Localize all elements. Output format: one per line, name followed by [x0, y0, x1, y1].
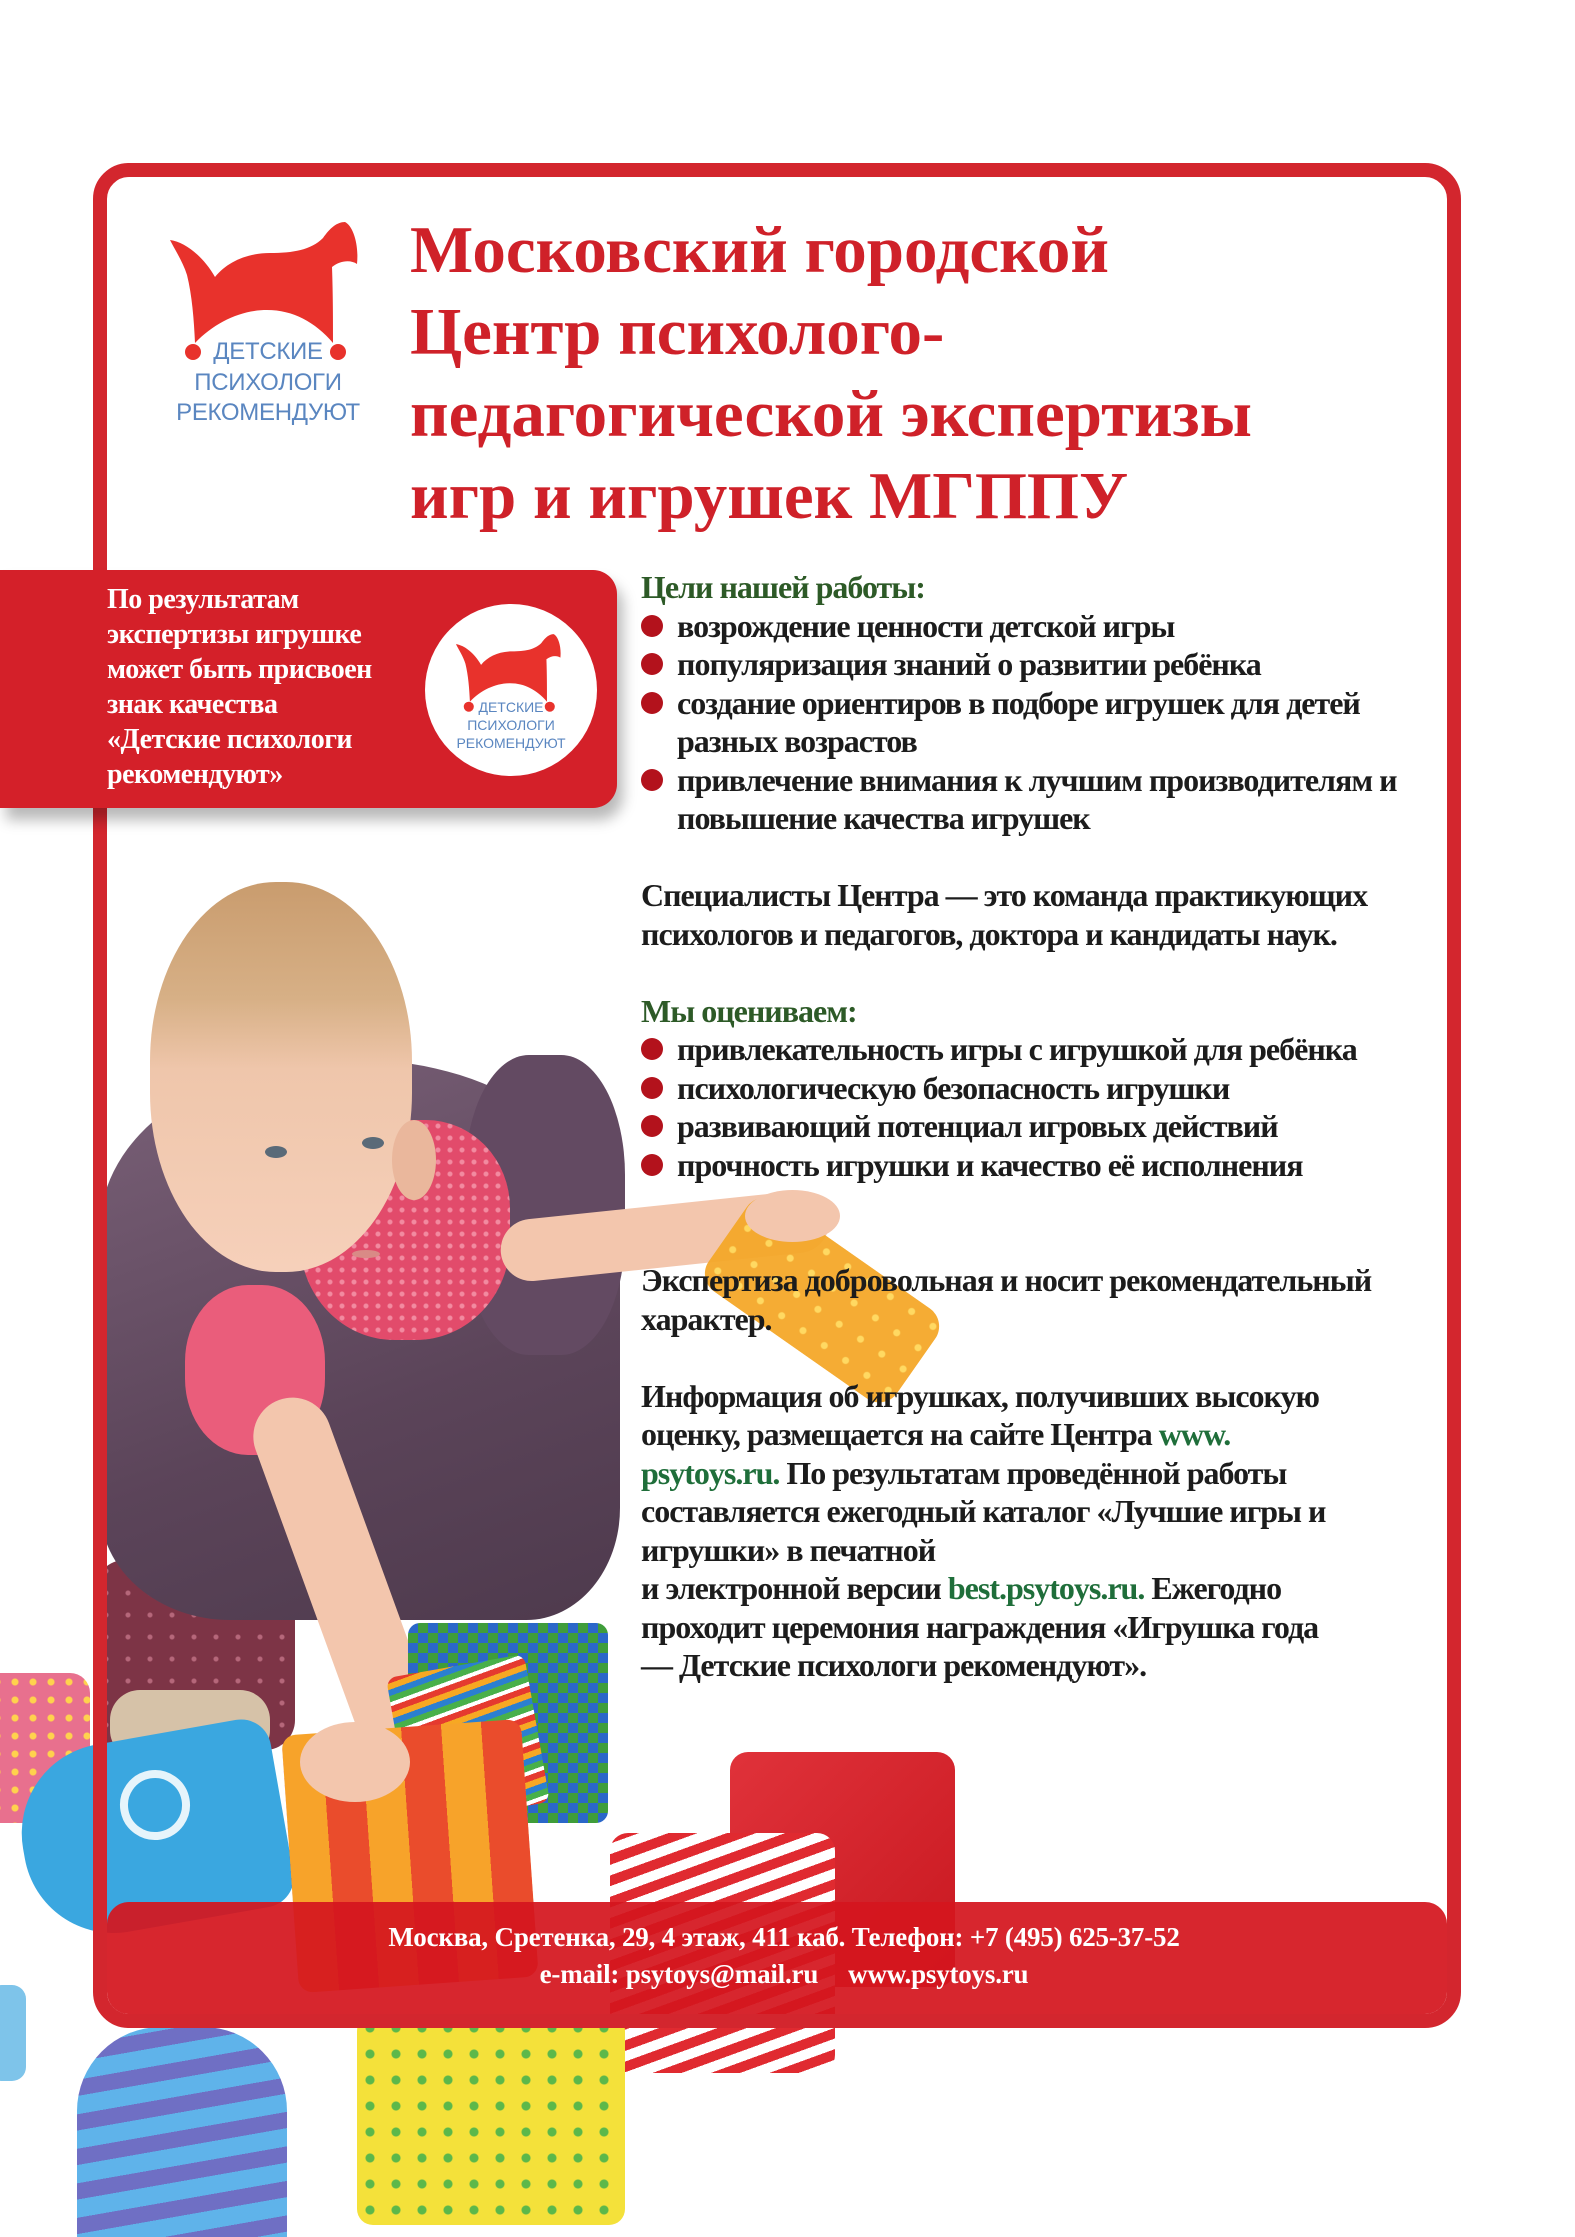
- goals-item: [641, 607, 1397, 646]
- bullet-icon: [641, 1115, 663, 1137]
- info-paragraph-line: [641, 1569, 1397, 1608]
- quality-mark-text-line: «Детские психологи: [107, 724, 353, 755]
- title-line: игр и игрушек МГППУ: [410, 459, 1129, 533]
- title-line: педагогической экспертизы: [410, 377, 1252, 451]
- title-line: Московский городской: [410, 213, 1109, 287]
- badge-text-line: ДЕТСКИЕ: [478, 699, 544, 715]
- info-paragraph-line: — Детские психологи рекомендуют».: [641, 1647, 1147, 1683]
- main-content-column: [641, 568, 1397, 1685]
- page-title: [410, 209, 1252, 537]
- goals-item: [641, 761, 1397, 800]
- logo-text-line: РЕКОМЕНДУЮТ: [176, 399, 360, 426]
- goals-item-text: разных возрастов: [677, 723, 917, 759]
- badge-text-line: ПСИХОЛОГИ: [467, 717, 555, 733]
- quality-mark-badge: [425, 604, 597, 776]
- evaluate-item-text: привлекательность игры с игрушкой для ребёнка: [677, 1031, 1357, 1067]
- site-link-part[interactable]: www.: [1158, 1416, 1231, 1452]
- footer-website-link[interactable]: www.psytoys.ru: [848, 1959, 1029, 1989]
- bullet-icon: [641, 653, 663, 675]
- goals-item-text: повышение качества игрушек: [677, 800, 1090, 836]
- bullet-icon: [641, 1154, 663, 1176]
- quality-mark-text-line: знак качества: [107, 689, 278, 720]
- goals-heading: Цели нашей работы:: [641, 569, 925, 605]
- logo-detskie-psikhologi-rekomenduyut: [150, 215, 390, 435]
- info-paragraph-line: проходит церемония награждения «Игрушка года: [641, 1608, 1319, 1645]
- info-text: оценку, размещается на сайте Центра: [641, 1416, 1152, 1452]
- photo-yellow-dotted-cube: [357, 2015, 625, 2225]
- catalog-link[interactable]: best.psytoys.ru.: [947, 1570, 1145, 1606]
- bullet-icon: [641, 615, 663, 637]
- photo-blue-purple-striped-cylinder: [77, 2027, 287, 2237]
- spacer: [641, 1338, 1397, 1377]
- photo-light-blue-block: [0, 1985, 26, 2081]
- footer-address-line: Москва, Сретенка, 29, 4 этаж, 411 каб. Телефон: +7 (495) 625-37-52: [388, 1922, 1180, 1952]
- voluntary-paragraph-line: характер.: [641, 1300, 772, 1337]
- spacer: [641, 1223, 1397, 1262]
- quality-mark-text-line: По результатам: [107, 584, 299, 615]
- bullet-icon: [641, 692, 663, 714]
- quality-mark-text-line: экспертизы игрушке: [107, 619, 362, 650]
- info-paragraph-line: [641, 1415, 1397, 1454]
- bullet-icon: [641, 769, 663, 791]
- info-paragraph-line: Информация об игрушках, получивших высокую: [641, 1377, 1319, 1414]
- evaluate-item-text: развивающий потенциал игровых действий: [677, 1108, 1278, 1144]
- goals-item: [641, 684, 1397, 723]
- evaluate-heading: Мы оцениваем:: [641, 992, 857, 1029]
- info-paragraph-line: составляется ежегодный каталог «Лучшие игры и: [641, 1493, 1326, 1529]
- logo-text-line: ДЕТСКИЕ: [213, 338, 323, 365]
- evaluate-item-text: прочность игрушки и качество её исполнения: [677, 1146, 1303, 1183]
- site-link-part[interactable]: psytoys.ru.: [641, 1454, 780, 1491]
- footer-email-link[interactable]: psytoys@mail.ru: [625, 1959, 819, 1989]
- badge-text-line: РЕКОМЕНДУЮТ: [456, 735, 566, 751]
- voluntary-paragraph-line: Экспертиза добровольная и носит рекомендательный: [641, 1262, 1372, 1298]
- spacer: [641, 1184, 1397, 1223]
- bullet-icon: [641, 1077, 663, 1099]
- footer-email-label: e-mail:: [539, 1959, 620, 1989]
- goals-item-text: создание ориентиров в подборе игрушек для детей: [677, 684, 1360, 721]
- bullet-icon: [641, 1038, 663, 1060]
- goals-item-text: популяризация знаний о развитии ребёнка: [677, 646, 1261, 682]
- evaluate-item: [641, 1030, 1397, 1069]
- spacer: [641, 838, 1397, 877]
- info-paragraph-line: [641, 1454, 1397, 1493]
- goals-item-continuation: [641, 722, 1397, 761]
- goals-item-text: привлечение внимания к лучшим производителям и: [677, 761, 1397, 798]
- footer-contacts-line: [121, 1956, 1447, 1993]
- evaluate-item: [641, 1069, 1397, 1108]
- info-text: По результатам проведённой работы: [786, 1454, 1287, 1491]
- evaluate-item: [641, 1107, 1397, 1146]
- info-text: Ежегодно: [1151, 1570, 1282, 1606]
- quality-mark-text-line: рекомендуют»: [107, 759, 283, 790]
- evaluate-item-text: психологическую безопасность игрушки: [677, 1069, 1230, 1106]
- title-line: Центр психолого-: [410, 295, 945, 369]
- quality-mark-panel: [0, 570, 617, 808]
- logo-text-line: ПСИХОЛОГИ: [194, 369, 342, 396]
- evaluate-item: [641, 1146, 1397, 1185]
- goals-item-continuation: [641, 799, 1397, 838]
- info-text: и электронной версии: [641, 1570, 941, 1606]
- contact-footer: [107, 1919, 1447, 1993]
- specialists-paragraph-line: психологов и педагогов, доктора и кандидаты наук.: [641, 915, 1337, 952]
- info-paragraph-line: игрушки» в печатной: [641, 1531, 936, 1568]
- goals-item: [641, 645, 1397, 684]
- quality-mark-text: [107, 582, 372, 792]
- spacer: [641, 953, 1397, 992]
- goals-item-text: возрождение ценности детской игры: [677, 607, 1175, 644]
- specialists-paragraph-line: Специалисты Центра — это команда практикующих: [641, 877, 1368, 913]
- quality-mark-text-line: может быть присвоен: [107, 654, 372, 685]
